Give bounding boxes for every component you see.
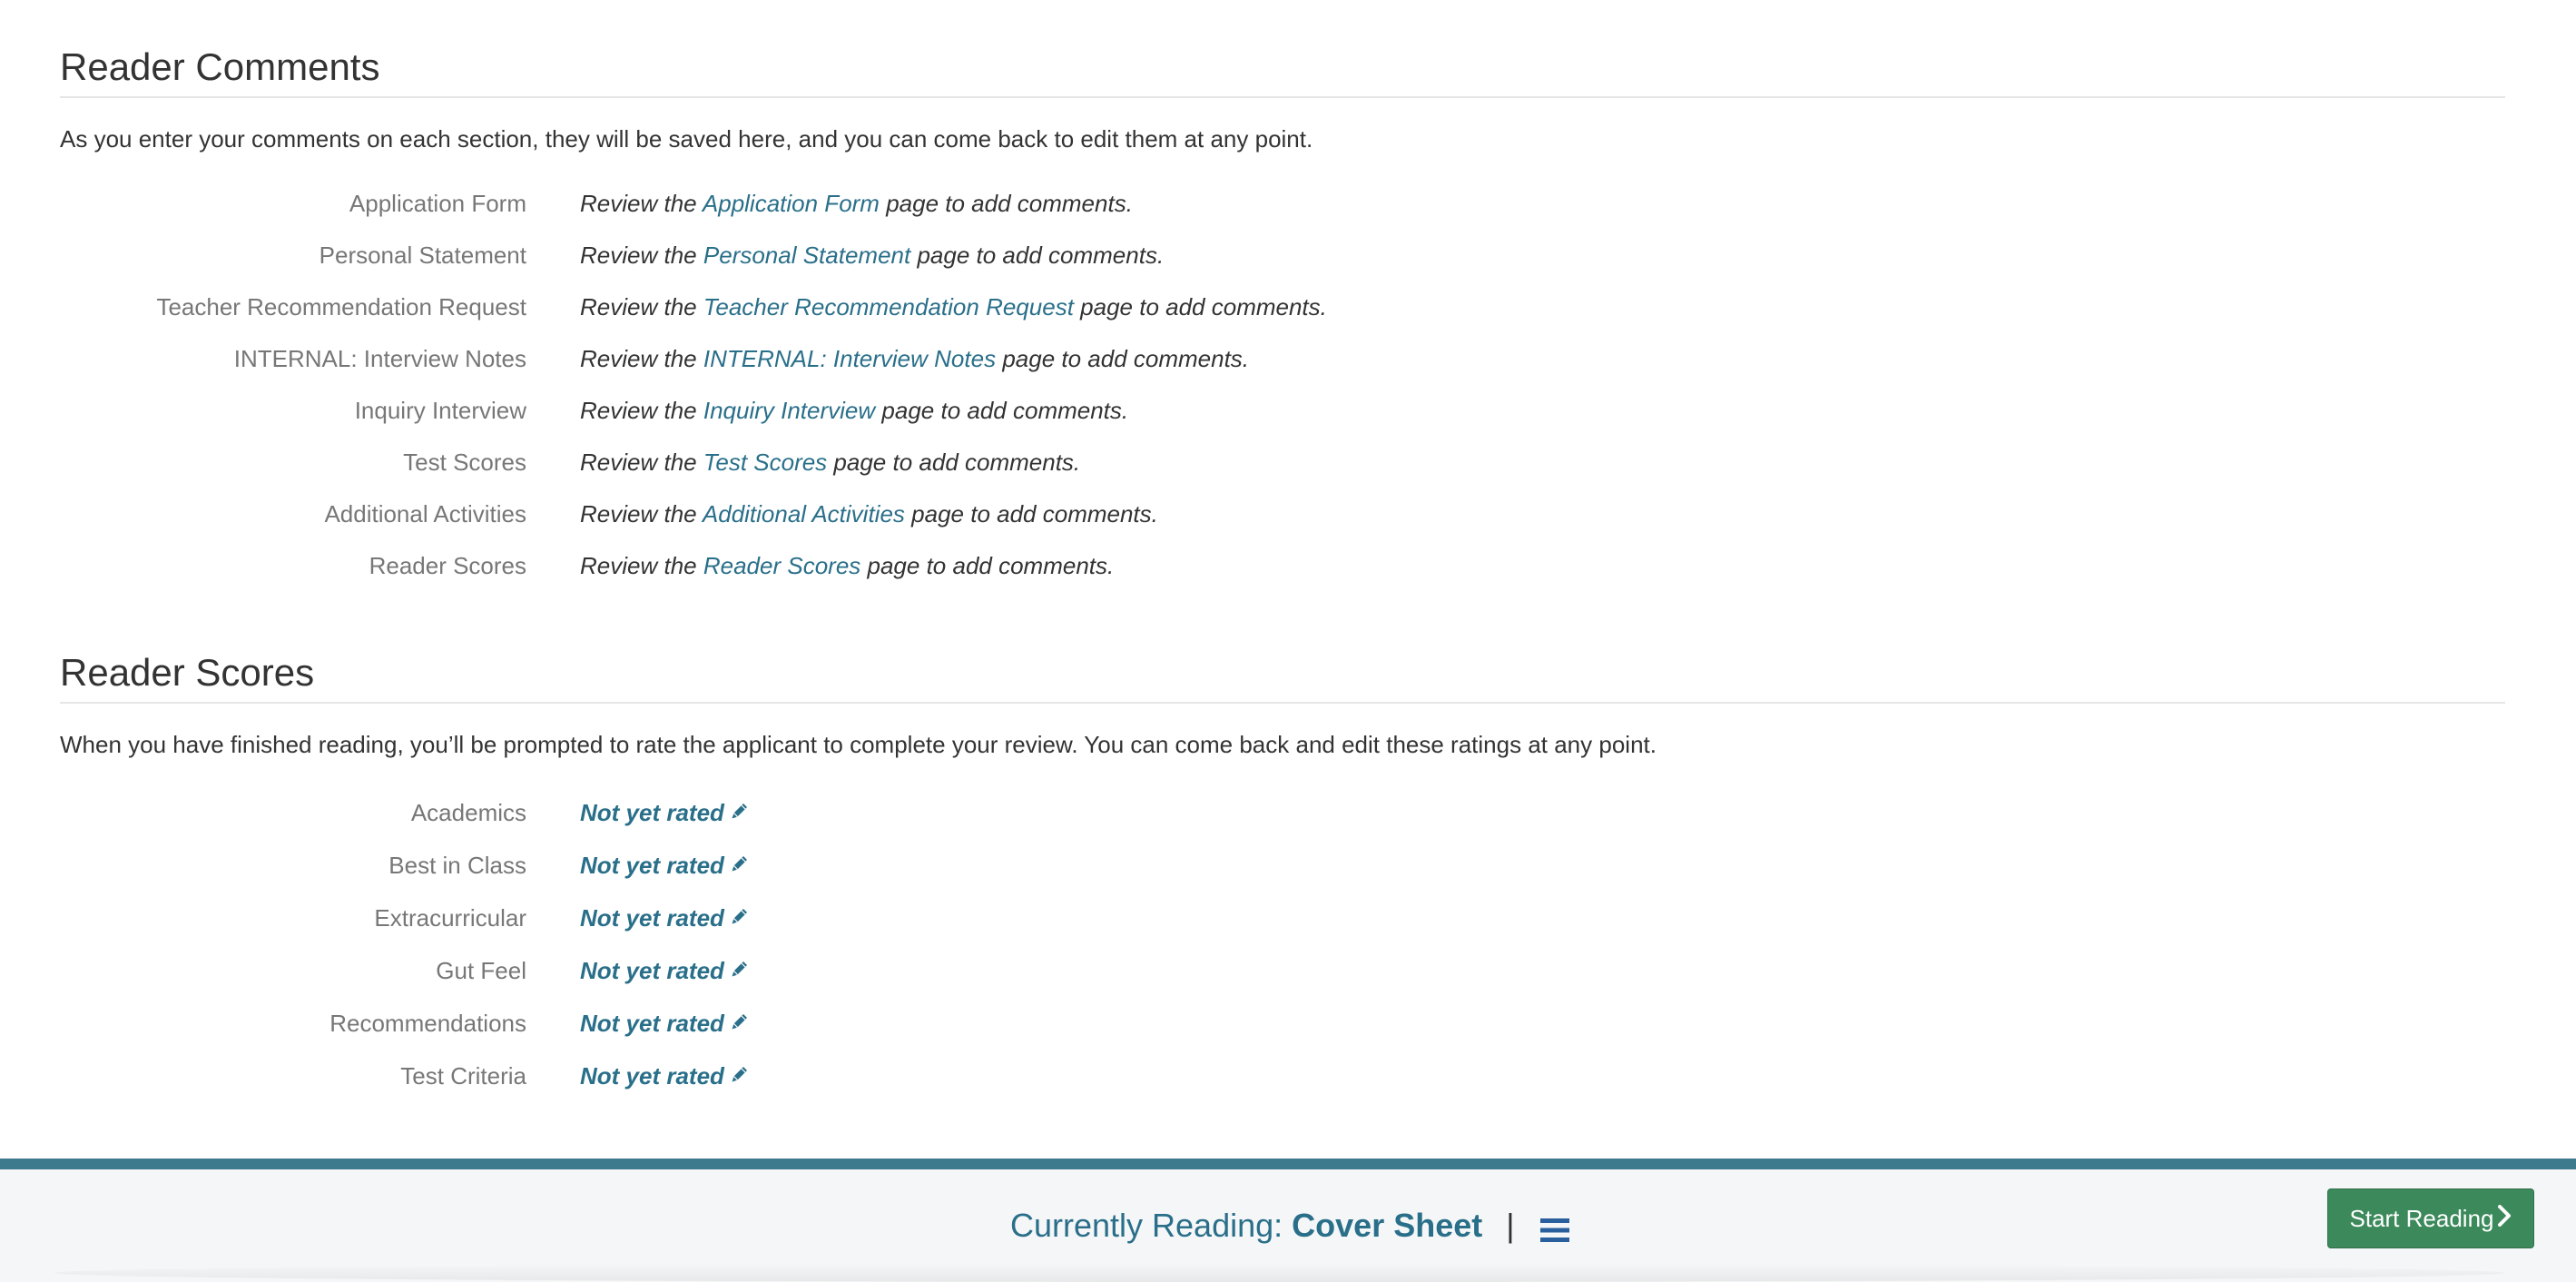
footer-separator: | (1506, 1207, 1515, 1244)
review-prefix-text: Review the (580, 242, 697, 269)
score-row (60, 1005, 2505, 1041)
start-reading-label: Start Reading (2349, 1205, 2494, 1232)
review-prefix-text: Review the (580, 552, 697, 579)
rating-status-text: Not yet rated (580, 1010, 724, 1037)
reader-scores-section (60, 649, 2505, 704)
comment-row-value (580, 237, 1164, 273)
section-page-link[interactable]: INTERNAL: Interview Notes (703, 345, 997, 372)
review-prefix-text: Review the (580, 449, 697, 476)
comment-row-value (580, 289, 1327, 325)
pencil-icon (730, 952, 750, 989)
comment-row-value (580, 547, 1114, 584)
rating-status-text: Not yet rated (580, 1062, 724, 1090)
comment-row-label: Teacher Recommendation Request (156, 293, 526, 320)
rating-edit-link[interactable] (580, 794, 750, 831)
pencil-icon (730, 1005, 750, 1041)
review-suffix-text: page to add comments. (833, 449, 1081, 476)
comment-row (60, 237, 2505, 273)
comment-row (60, 289, 2505, 325)
comment-row-label: Reader Scores (369, 552, 526, 579)
reader-scores-heading: Reader Scores (60, 649, 2505, 704)
rating-status-text: Not yet rated (580, 799, 724, 826)
comment-row-value (580, 444, 1080, 480)
comment-row-label: Additional Activities (324, 500, 526, 528)
section-page-link[interactable]: Application Form (702, 190, 880, 217)
comment-row-value (580, 496, 1158, 532)
comment-row (60, 392, 2505, 429)
rating-edit-link[interactable] (580, 952, 750, 989)
rating-edit-link[interactable] (580, 1005, 750, 1041)
section-page-link[interactable]: Personal Statement (703, 242, 911, 269)
reader-comments-section (60, 44, 2505, 98)
score-row (60, 900, 2505, 936)
score-row-label: Recommendations (329, 1010, 526, 1037)
comment-row (60, 496, 2505, 532)
comment-row (60, 185, 2505, 222)
current-section-name: Cover Sheet (1292, 1207, 1483, 1244)
review-suffix-text: page to add comments. (917, 242, 1165, 269)
section-page-link[interactable]: Test Scores (703, 449, 828, 476)
review-suffix-text: page to add comments. (1002, 345, 1250, 372)
score-row (60, 794, 2505, 831)
review-suffix-text: page to add comments. (867, 552, 1115, 579)
review-prefix-text: Review the (580, 293, 697, 320)
comment-row-label: Personal Statement (319, 242, 526, 269)
start-reading-button[interactable] (2327, 1188, 2534, 1248)
rating-status-text: Not yet rated (580, 852, 724, 879)
comment-row-value (580, 392, 1128, 429)
score-row-label: Academics (410, 799, 526, 826)
section-page-link[interactable]: Additional Activities (702, 500, 905, 528)
review-prefix-text: Review the (580, 345, 697, 372)
comment-row (60, 547, 2505, 584)
comment-row-value (580, 340, 1249, 377)
pencil-icon (730, 794, 750, 831)
score-row (60, 1058, 2505, 1094)
section-page-link[interactable]: Reader Scores (703, 552, 861, 579)
score-row-label: Gut Feel (436, 957, 526, 984)
currently-reading-label: Currently Reading: (1010, 1207, 1283, 1244)
reader-comments-heading: Reader Comments (60, 44, 2505, 98)
rating-edit-link[interactable] (580, 900, 750, 936)
footer-shadow (54, 1264, 2505, 1282)
reader-comments-intro: As you enter your comments on each section, they will be saved here, and you can come back to edit them at any point. (60, 125, 1313, 153)
rating-status-text: Not yet rated (580, 957, 724, 984)
comment-row (60, 340, 2505, 377)
rating-status-text: Not yet rated (580, 904, 724, 932)
review-suffix-text: page to add comments. (881, 397, 1129, 424)
review-suffix-text: page to add comments. (1080, 293, 1327, 320)
comment-row-label: Inquiry Interview (354, 397, 526, 424)
currently-reading-indicator (1010, 1204, 1569, 1247)
comment-row-label: Test Scores (403, 449, 526, 476)
review-suffix-text: page to add comments. (911, 500, 1158, 528)
section-page-link[interactable]: Teacher Recommendation Request (703, 293, 1074, 320)
pencil-icon (730, 847, 750, 883)
reader-scores-intro: When you have finished reading, you’ll be prompted to rate the applicant to complete your review. You can come back and edit these ratings at any point. (60, 731, 1657, 758)
comment-row-value (580, 185, 1133, 222)
comment-row-label: Application Form (349, 190, 526, 217)
section-page-link[interactable]: Inquiry Interview (703, 397, 876, 424)
review-prefix-text: Review the (580, 500, 697, 528)
score-row-label: Best in Class (388, 852, 526, 879)
review-prefix-text: Review the (580, 190, 697, 217)
pencil-icon (730, 1058, 750, 1094)
review-prefix-text: Review the (580, 397, 697, 424)
rating-edit-link[interactable] (580, 1058, 750, 1094)
comment-row (60, 444, 2505, 480)
rating-edit-link[interactable] (580, 847, 750, 883)
score-row (60, 952, 2505, 989)
score-row (60, 847, 2505, 883)
review-suffix-text: page to add comments. (886, 190, 1133, 217)
hamburger-menu-icon[interactable] (1540, 1211, 1569, 1238)
comment-row-label: INTERNAL: Interview Notes (233, 345, 526, 372)
score-row-label: Test Criteria (400, 1062, 526, 1090)
score-row-label: Extracurricular (374, 904, 526, 932)
pencil-icon (730, 900, 750, 936)
chevron-right-icon (2497, 1189, 2512, 1247)
